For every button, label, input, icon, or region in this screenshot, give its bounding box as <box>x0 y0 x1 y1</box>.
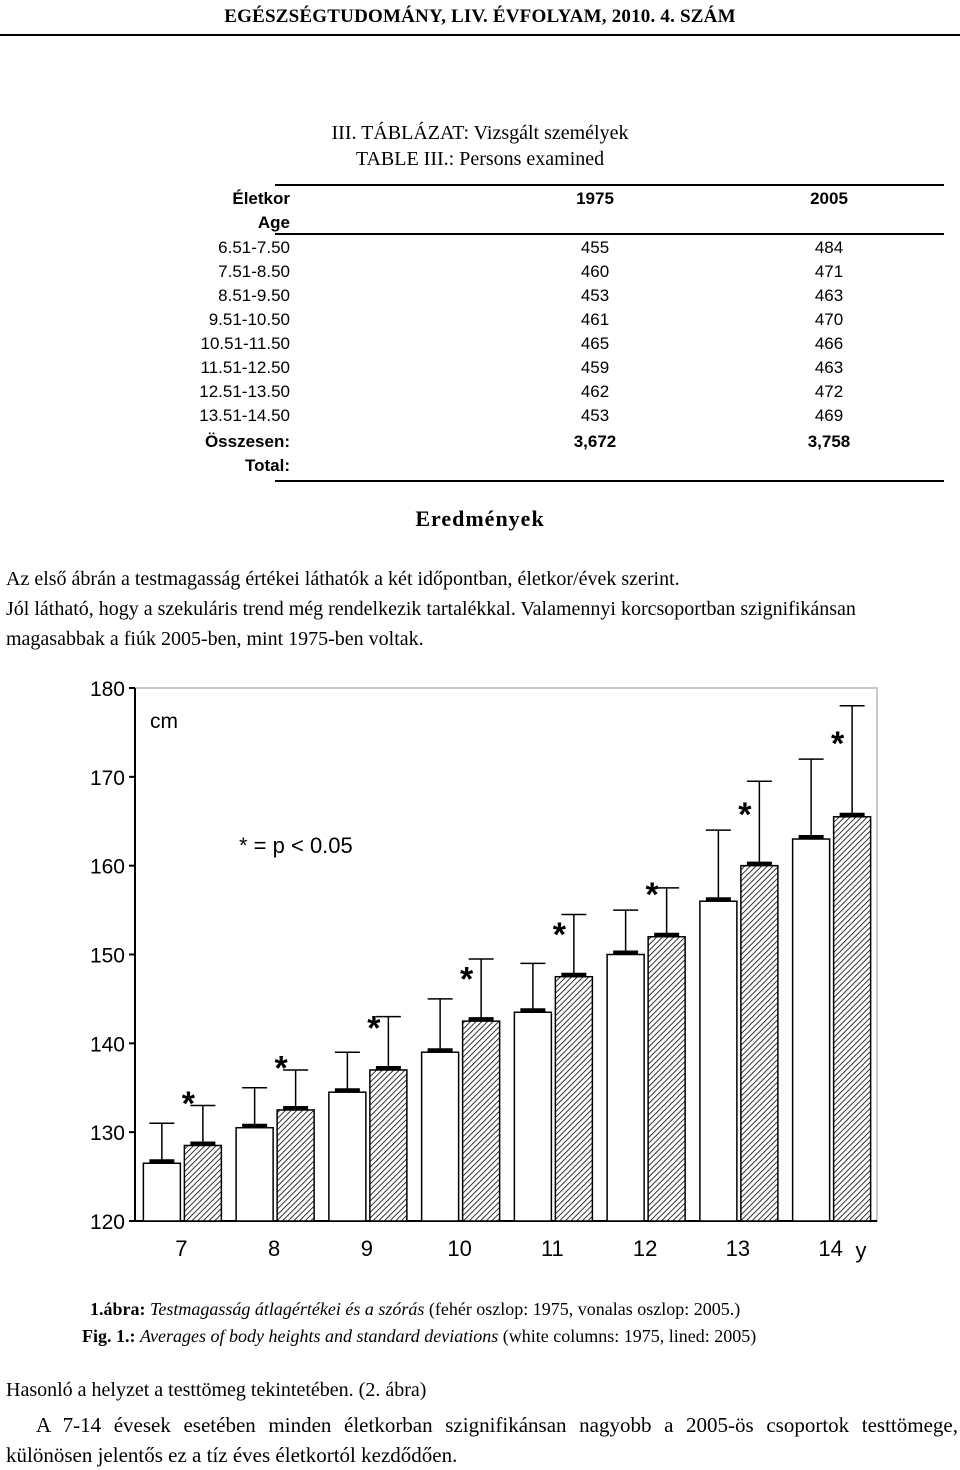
significance-legend: * = p < 0.05 <box>239 833 353 858</box>
header-rule <box>0 34 960 36</box>
bar-2005 <box>741 866 778 1221</box>
table-header-2005: 2005 <box>810 189 848 208</box>
x-tick-label: 12 <box>632 1236 658 1261</box>
y-unit-label: cm <box>150 710 178 733</box>
table-cell-1975: 461 <box>580 310 610 329</box>
x-tick-label: 14 <box>818 1236 843 1261</box>
bar-1975 <box>422 1052 459 1221</box>
table-total-label-hu: Összesen: <box>204 432 290 451</box>
section-heading: Eredmények <box>415 506 545 531</box>
table-header-1975: 1975 <box>576 189 614 208</box>
table-row-age: 10.51-11.50 <box>200 334 290 353</box>
caption-en-rest: (white columns: 1975, lined: 2005) <box>502 1326 757 1346</box>
table-row-age: 7.51-8.50 <box>218 262 290 281</box>
table-total-2005: 3,758 <box>807 432 851 451</box>
table-cell-1975: 460 <box>580 262 610 281</box>
paragraph-1: Az első ábrán a testmagasság értékei láthatók a két időpontban, életkor/évek szerint. <box>6 568 680 590</box>
caption-en-label: Fig. 1.: <box>82 1326 136 1346</box>
x-tick-label: 10 <box>447 1236 472 1261</box>
significance-star: * <box>274 1049 288 1088</box>
table-row-age: 9.51-10.50 <box>208 310 290 329</box>
table-header-age-en: Age <box>257 213 290 232</box>
significance-star: * <box>738 796 752 835</box>
bar-2005 <box>555 977 592 1221</box>
bar-2005 <box>370 1070 407 1221</box>
table-header-rule <box>275 233 944 235</box>
table-cell-1975: 453 <box>580 286 610 305</box>
bar-1975 <box>700 901 737 1221</box>
table-cell-2005: 469 <box>814 406 844 425</box>
significance-star: * <box>552 916 566 955</box>
bar-2005 <box>277 1110 314 1221</box>
table-row-age: 6.51-7.50 <box>218 238 290 257</box>
significance-star: * <box>460 960 474 999</box>
bar-1975 <box>514 1012 551 1221</box>
table-bottom-rule <box>275 480 944 482</box>
table-total-1975: 3,672 <box>573 432 617 451</box>
table-cell-2005: 470 <box>814 310 844 329</box>
table-cell-2005: 463 <box>814 358 844 377</box>
figure-caption-en <box>82 1324 960 1348</box>
significance-star: * <box>645 876 659 915</box>
caption-hu-rest: (fehér oszlop: 1975, vonalas oszlop: 2005.) <box>428 1299 741 1319</box>
y-tick-label: 180 <box>89 678 125 701</box>
table-cell-2005: 463 <box>814 286 844 305</box>
table-cell-1975: 455 <box>580 238 610 257</box>
y-tick-label: 160 <box>89 855 125 879</box>
body-height-bar-chart <box>80 676 900 1291</box>
bar-2005 <box>184 1145 221 1221</box>
bar-1975 <box>793 839 830 1221</box>
x-tick-label: 9 <box>360 1236 373 1261</box>
table-cell-1975: 462 <box>580 382 610 401</box>
bar-1975 <box>236 1128 273 1221</box>
x-axis-unit-label: y <box>855 1238 867 1263</box>
y-tick-label: 130 <box>89 1122 125 1146</box>
significance-star: * <box>831 725 845 764</box>
table-cell-2005: 466 <box>814 334 844 353</box>
figure-caption-hu <box>90 1297 960 1321</box>
caption-hu-label: 1.ábra: <box>90 1299 146 1319</box>
bar-2005 <box>648 937 685 1221</box>
table-title-hu: III. TÁBLÁZAT: Vizsgált személyek <box>331 122 629 144</box>
table-cell-2005: 471 <box>814 262 844 281</box>
y-tick-label: 120 <box>89 1211 125 1234</box>
bar-2005 <box>463 1021 500 1221</box>
x-tick-label: 11 <box>540 1236 564 1261</box>
table-cell-2005: 472 <box>814 382 844 401</box>
table-row-age: 11.51-12.50 <box>200 358 290 377</box>
significance-star: * <box>367 1009 381 1048</box>
table-row-age: 13.51-14.50 <box>199 406 290 425</box>
table-row-age: 8.51-9.50 <box>218 286 290 305</box>
table-total-label-en: Total: <box>244 456 290 475</box>
x-tick-label: 13 <box>725 1236 751 1261</box>
paragraph-2: Jól látható, hogy a szekuláris trend még rendelkezik tartalékkal. Valamennyi korcsoportban szignifikánsan magasabbak a fiúk 2005-ben, mint 1975-ben voltak. <box>6 598 856 650</box>
paragraph-3: Hasonló a helyzet a testtömeg tekintetében. (2. ábra) <box>6 1379 427 1401</box>
y-tick-label: 170 <box>89 766 125 790</box>
bar-2005 <box>834 817 871 1221</box>
running-head: EGÉSZSÉGTUDOMÁNY, LIV. ÉVFOLYAM, 2010. 4. SZÁM <box>224 6 736 27</box>
y-tick-label: 150 <box>89 944 125 968</box>
paragraph-4: A 7-14 évesek esetében minden életkorban szignifikánsan nagyobb a 2005-ös csoportok testtömege, különösen jelentős ez a tíz éves életkortól kezdődően. <box>6 1413 958 1467</box>
y-tick-label: 140 <box>89 1033 125 1057</box>
table-cell-1975: 459 <box>580 358 610 377</box>
x-tick-label: 8 <box>268 1236 281 1261</box>
table-title-en: TABLE III.: Persons examined <box>355 148 605 170</box>
caption-hu-italic: Testmagasság átlagértékei és a szórás <box>150 1299 425 1319</box>
table-cell-1975: 465 <box>580 334 610 353</box>
bar-1975 <box>607 955 644 1222</box>
table-row-age: 12.51-13.50 <box>199 382 290 401</box>
table-top-rule <box>275 184 944 186</box>
significance-star: * <box>181 1084 195 1123</box>
table-header-age-hu: Életkor <box>232 189 290 208</box>
table-cell-1975: 453 <box>580 406 610 425</box>
bar-1975 <box>143 1163 180 1221</box>
caption-en-italic: Averages of body heights and standard deviations <box>140 1326 499 1346</box>
table-cell-2005: 484 <box>814 238 844 257</box>
bar-1975 <box>329 1092 366 1221</box>
x-tick-label: 7 <box>175 1236 188 1261</box>
